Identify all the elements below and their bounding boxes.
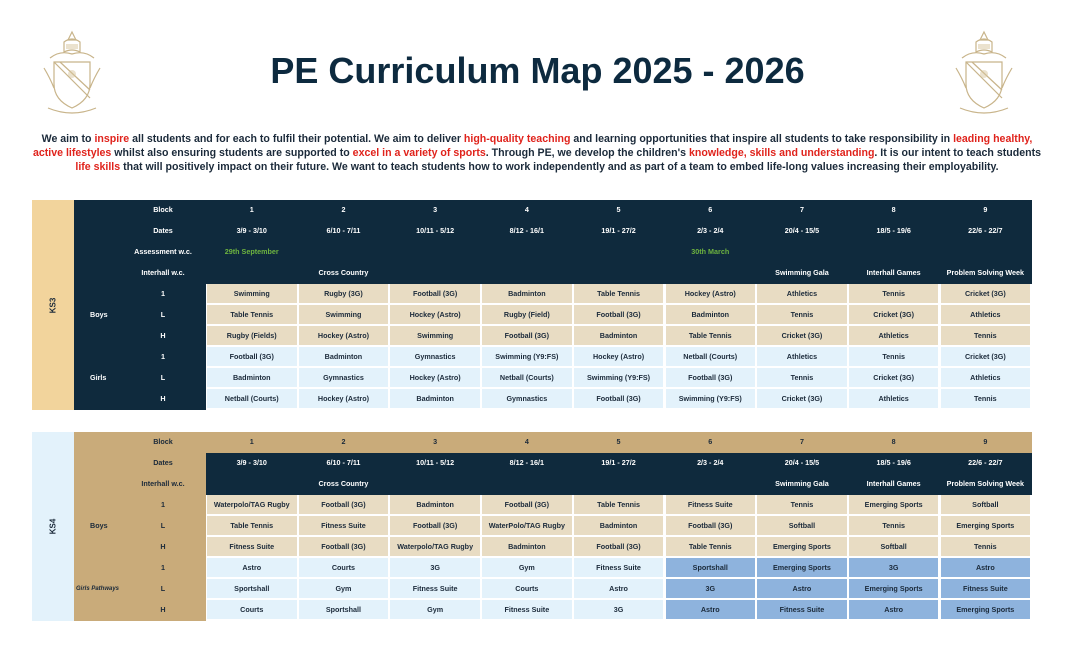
group-label: Boys (90, 521, 108, 530)
activity-cell: Swimming (207, 284, 297, 303)
group-label: Girls Pathways (76, 585, 120, 592)
activity-cell: Swimming (Y9:FS) (482, 347, 572, 366)
dates-cell: 10/11 - 5/12 (416, 458, 455, 467)
activity-cell: Tennis (941, 326, 1031, 345)
highlight-phrase: leading healthy, active lifestyles (33, 133, 1033, 160)
dates-cell: 19/1 - 27/2 (601, 226, 636, 235)
block-cell: 3 (433, 205, 438, 214)
row-label (74, 600, 206, 621)
assessment-cell (757, 242, 847, 261)
row-label (74, 263, 206, 284)
dates-cell: 18/5 - 19/6 (876, 458, 911, 467)
interhall-row (206, 474, 1032, 495)
interhall-cell: Swimming Gala (775, 479, 829, 488)
assessment-cell (482, 242, 572, 261)
interhall-cell: Problem Solving Week (946, 268, 1025, 277)
activity-cell: Fitness Suite (574, 558, 664, 577)
block-row (206, 432, 1032, 453)
activity-cell: Athletics (849, 326, 939, 345)
activity-cell: Netball (Courts) (207, 389, 297, 408)
interhall-cell (666, 263, 756, 282)
interhall-cell: Cross Country (318, 268, 369, 277)
page-title: PE Curriculum Map 2025 - 2026 (270, 50, 805, 91)
activity-cell: Gym (390, 600, 480, 619)
activity-cell: Cricket (3G) (849, 305, 939, 324)
activity-cell: Badminton (207, 368, 297, 387)
row-header: Dates (153, 458, 173, 467)
row-header: Block (153, 437, 173, 446)
row-header: Block (153, 205, 173, 214)
activity-cell: Waterpolo/TAG Rugby (207, 495, 297, 514)
row-header: Interhall w.c. (141, 268, 185, 277)
schedule-grid (206, 200, 1032, 410)
dates-cell: 6/10 - 7/11 (326, 226, 361, 235)
activity-cell: Football (3G) (299, 495, 389, 514)
activity-cell: Emerging Sports (941, 516, 1031, 535)
assessment-row (206, 242, 1032, 263)
intro-text: We aim to (41, 133, 95, 145)
activity-cell: Gymnastics (390, 347, 480, 366)
activity-cell: Table Tennis (574, 495, 664, 514)
activity-cell: Tennis (941, 537, 1031, 556)
activity-cell: Football (3G) (390, 284, 480, 303)
highlight-phrase: inspire (94, 133, 130, 145)
row-header: H (160, 605, 166, 614)
interhall-cell (390, 474, 480, 493)
activity-cell: 3G (390, 558, 480, 577)
row-label (74, 453, 206, 474)
assessment-cell (390, 242, 480, 261)
interhall-row (206, 263, 1032, 284)
block-cell: 8 (891, 205, 896, 214)
interhall-cell (207, 474, 297, 493)
activity-cell: Gymnastics (482, 389, 572, 408)
row-header: L (160, 310, 166, 319)
row-header: Assessment w.c. (134, 247, 192, 256)
activity-cell: Hockey (Astro) (574, 347, 664, 366)
dates-cell: 8/12 - 16/1 (509, 458, 545, 467)
activity-cell: Athletics (849, 389, 939, 408)
row-labels (74, 200, 206, 410)
activity-cell: Swimming (Y9:FS) (666, 389, 756, 408)
interhall-cell (207, 263, 297, 282)
girls-set-row (206, 368, 1032, 389)
girls-set-row (206, 558, 1032, 579)
activity-cell: Tennis (757, 368, 847, 387)
activity-cell: Sportshall (666, 558, 756, 577)
activity-cell: Badminton (299, 347, 389, 366)
activity-cell: Football (3G) (666, 516, 756, 535)
activity-cell: Table Tennis (574, 284, 664, 303)
row-header: H (160, 331, 166, 340)
block-cell: 6 (708, 205, 713, 214)
activity-cell: Hockey (Astro) (299, 389, 389, 408)
highlight-phrase: life skills (75, 161, 121, 174)
row-header: H (160, 394, 166, 403)
activity-cell: Football (3G) (482, 326, 572, 345)
activity-cell: Tennis (941, 389, 1031, 408)
intro-paragraph (32, 132, 1042, 175)
activity-cell: Table Tennis (666, 326, 756, 345)
activity-cell: Athletics (941, 305, 1031, 324)
activity-cell: Courts (299, 558, 389, 577)
row-label (74, 537, 206, 558)
dates-cell: 19/1 - 27/2 (601, 458, 636, 467)
activity-cell: Athletics (941, 368, 1031, 387)
activity-cell: Athletics (757, 284, 847, 303)
row-header: L (160, 373, 166, 382)
activity-cell: Football (3G) (299, 537, 389, 556)
activity-cell: 3G (666, 579, 756, 598)
row-header: Dates (153, 226, 173, 235)
block-cell: 8 (891, 437, 896, 446)
row-label (74, 326, 206, 347)
activity-cell: Cricket (3G) (941, 347, 1031, 366)
activity-cell: Gym (482, 558, 572, 577)
activity-cell: Football (3G) (666, 368, 756, 387)
activity-cell: Cricket (3G) (849, 368, 939, 387)
block-cell: 2 (341, 205, 346, 214)
row-label (74, 432, 206, 453)
row-label (74, 242, 206, 263)
row-label (74, 558, 206, 579)
activity-cell: Tennis (849, 347, 939, 366)
activity-cell: Fitness Suite (757, 600, 847, 619)
intro-text: and learning opportunities that inspire all students to take responsibility in (570, 133, 954, 145)
interhall-cell (482, 474, 572, 493)
block-cell: 7 (799, 437, 804, 446)
activity-cell: Table Tennis (207, 305, 297, 324)
activity-cell: Emerging Sports (757, 537, 847, 556)
intro-text: . It is our intent to teach students (874, 147, 1041, 160)
intro-text: that will positively impact on their future. We want to teach students how to work independently and as part of a team to embed life-long values increasing their employability. (120, 161, 999, 174)
boys-set-row (206, 516, 1032, 537)
activity-cell: 3G (849, 558, 939, 577)
activity-cell: Fitness Suite (482, 600, 572, 619)
activity-cell: Football (3G) (482, 495, 572, 514)
dates-cell: 8/12 - 16/1 (509, 226, 545, 235)
activity-cell: Badminton (574, 516, 664, 535)
assessment-cell (849, 242, 939, 261)
key-stage-label (32, 432, 74, 621)
activity-cell: Softball (757, 516, 847, 535)
dates-cell: 3/9 - 3/10 (236, 458, 267, 467)
activity-cell: Fitness Suite (207, 537, 297, 556)
girls-set-row (206, 600, 1032, 621)
activity-cell: Cricket (3G) (941, 284, 1031, 303)
dates-cell: 2/3 - 2/4 (697, 226, 724, 235)
block-cell: 9 (983, 205, 988, 214)
boys-set-row (206, 326, 1032, 347)
activity-cell: Fitness Suite (941, 579, 1031, 598)
activity-cell: Sportshall (207, 579, 297, 598)
interhall-cell: Problem Solving Week (946, 479, 1025, 488)
block-row (206, 200, 1032, 221)
activity-cell: Emerging Sports (941, 600, 1031, 619)
schedule-grid (206, 432, 1032, 621)
activity-cell: Football (3G) (207, 347, 297, 366)
activity-cell: Fitness Suite (390, 579, 480, 598)
activity-cell: Astro (574, 579, 664, 598)
activity-cell: Tennis (757, 495, 847, 514)
activity-cell: Sportshall (299, 600, 389, 619)
activity-cell: 3G (574, 600, 664, 619)
activity-cell: Gymnastics (299, 368, 389, 387)
row-label (74, 368, 206, 389)
block-cell: 3 (433, 437, 438, 446)
row-header: 1 (161, 289, 165, 298)
boys-set-row (206, 284, 1032, 305)
activity-cell: Swimming (Y9:FS) (574, 368, 664, 387)
activity-cell: Astro (207, 558, 297, 577)
row-header: L (160, 584, 166, 593)
activity-cell: Tennis (849, 516, 939, 535)
interhall-cell: Swimming Gala (775, 268, 829, 277)
activity-cell: Swimming (299, 305, 389, 324)
dates-cell: 18/5 - 19/6 (876, 226, 911, 235)
highlight-phrase: knowledge, skills and understanding (689, 147, 875, 160)
activity-cell: Cricket (3G) (757, 389, 847, 408)
ks3-table (32, 200, 1032, 410)
block-cell: 9 (983, 437, 988, 446)
highlight-phrase: high-quality teaching (463, 133, 571, 145)
interhall-cell (574, 263, 664, 282)
row-header: 1 (161, 500, 165, 509)
boys-set-row (206, 537, 1032, 558)
block-cell: 4 (524, 437, 529, 446)
interhall-cell: Cross Country (318, 479, 369, 488)
girls-set-row (206, 347, 1032, 368)
interhall-cell (666, 474, 756, 493)
dates-cell: 20/4 - 15/5 (784, 226, 820, 235)
intro-text: all students and for each to fulfil their potential. We aim to deliver (129, 133, 464, 145)
row-header: Interhall w.c. (141, 479, 185, 488)
block-cell: 1 (249, 205, 254, 214)
interhall-cell: Interhall Games (866, 479, 921, 488)
activity-cell: Softball (941, 495, 1031, 514)
activity-cell: Hockey (Astro) (666, 284, 756, 303)
activity-cell: Football (3G) (574, 305, 664, 324)
dates-row (206, 453, 1032, 474)
activity-cell: Softball (849, 537, 939, 556)
key-stage-text: KS4 (48, 518, 58, 535)
activity-cell: Football (3G) (574, 537, 664, 556)
activity-cell: WaterPolo/TAG Rugby (482, 516, 572, 535)
block-cell: 1 (249, 437, 254, 446)
group-label: Girls (90, 373, 107, 382)
row-label (74, 579, 206, 600)
ks4-table (32, 432, 1032, 622)
interhall-cell (482, 263, 572, 282)
row-label (74, 305, 206, 326)
activity-cell: Tennis (757, 305, 847, 324)
interhall-cell (574, 474, 664, 493)
assessment-cell: 29th September (224, 247, 279, 256)
activity-cell: Emerging Sports (849, 495, 939, 514)
block-cell: 5 (616, 437, 621, 446)
dates-cell: 2/3 - 2/4 (697, 458, 724, 467)
key-stage-label (32, 200, 74, 410)
highlight-phrase: excel in a variety of sports (352, 147, 486, 160)
dates-cell: 22/6 - 22/7 (968, 226, 1003, 235)
activity-cell: Astro (941, 558, 1031, 577)
assessment-cell: 30th March (691, 247, 730, 256)
girls-set-row (206, 389, 1032, 410)
intro-text: whilst also ensuring students are supported to (111, 147, 353, 160)
row-header: 1 (161, 352, 165, 361)
row-label (74, 495, 206, 516)
activity-cell: Emerging Sports (849, 579, 939, 598)
row-header: 1 (161, 563, 165, 572)
activity-cell: Table Tennis (207, 516, 297, 535)
activity-cell: Swimming (390, 326, 480, 345)
activity-cell: Netball (Courts) (666, 347, 756, 366)
row-label (74, 516, 206, 537)
block-cell: 5 (616, 205, 621, 214)
activity-cell: Astro (849, 600, 939, 619)
group-label: Boys (90, 310, 108, 319)
boys-set-row (206, 495, 1032, 516)
dates-cell: 6/10 - 7/11 (326, 458, 361, 467)
activity-cell: Cricket (3G) (757, 326, 847, 345)
block-cell: 7 (799, 205, 804, 214)
girls-set-row (206, 579, 1032, 600)
activity-cell: Courts (207, 600, 297, 619)
block-cell: 6 (708, 437, 713, 446)
activity-cell: Badminton (666, 305, 756, 324)
activity-cell: Fitness Suite (666, 495, 756, 514)
activity-cell: Rugby (Field) (482, 305, 572, 324)
block-cell: 2 (341, 437, 346, 446)
row-labels (74, 432, 206, 621)
activity-cell: Badminton (574, 326, 664, 345)
row-label (74, 474, 206, 495)
interhall-cell: Interhall Games (866, 268, 921, 277)
assessment-cell (299, 242, 389, 261)
row-label (74, 221, 206, 242)
boys-set-row (206, 305, 1032, 326)
dates-cell: 3/9 - 3/10 (236, 226, 267, 235)
activity-cell: Badminton (482, 284, 572, 303)
activity-cell: Badminton (482, 537, 572, 556)
activity-cell: Astro (757, 579, 847, 598)
row-header: H (160, 542, 166, 551)
activity-cell: Football (3G) (390, 516, 480, 535)
activity-cell: Fitness Suite (299, 516, 389, 535)
key-stage-text: KS3 (48, 297, 58, 313)
row-label (74, 284, 206, 305)
activity-cell: Hockey (Astro) (390, 368, 480, 387)
interhall-cell (390, 263, 480, 282)
assessment-cell (574, 242, 664, 261)
activity-cell: Gym (299, 579, 389, 598)
dates-cell: 10/11 - 5/12 (416, 226, 455, 235)
activity-cell: Badminton (390, 389, 480, 408)
activity-cell: Rugby (3G) (299, 284, 389, 303)
dates-cell: 20/4 - 15/5 (784, 458, 820, 467)
row-label (74, 200, 206, 221)
dates-row (206, 221, 1032, 242)
activity-cell: Emerging Sports (757, 558, 847, 577)
row-label (74, 389, 206, 410)
dates-cell: 22/6 - 22/7 (968, 458, 1003, 467)
intro-text: . Through PE, we develop the children's (485, 147, 689, 160)
activity-cell: Hockey (Astro) (390, 305, 480, 324)
activity-cell: Courts (482, 579, 572, 598)
activity-cell: Hockey (Astro) (299, 326, 389, 345)
activity-cell: Waterpolo/TAG Rugby (390, 537, 480, 556)
row-label (74, 347, 206, 368)
block-cell: 4 (524, 205, 529, 214)
activity-cell: Astro (666, 600, 756, 619)
assessment-cell (941, 242, 1031, 261)
activity-cell: Rugby (Fields) (207, 326, 297, 345)
activity-cell: Badminton (390, 495, 480, 514)
activity-cell: Athletics (757, 347, 847, 366)
activity-cell: Netball (Courts) (482, 368, 572, 387)
activity-cell: Table Tennis (666, 537, 756, 556)
row-header: L (160, 521, 166, 530)
activity-cell: Tennis (849, 284, 939, 303)
activity-cell: Football (3G) (574, 389, 664, 408)
